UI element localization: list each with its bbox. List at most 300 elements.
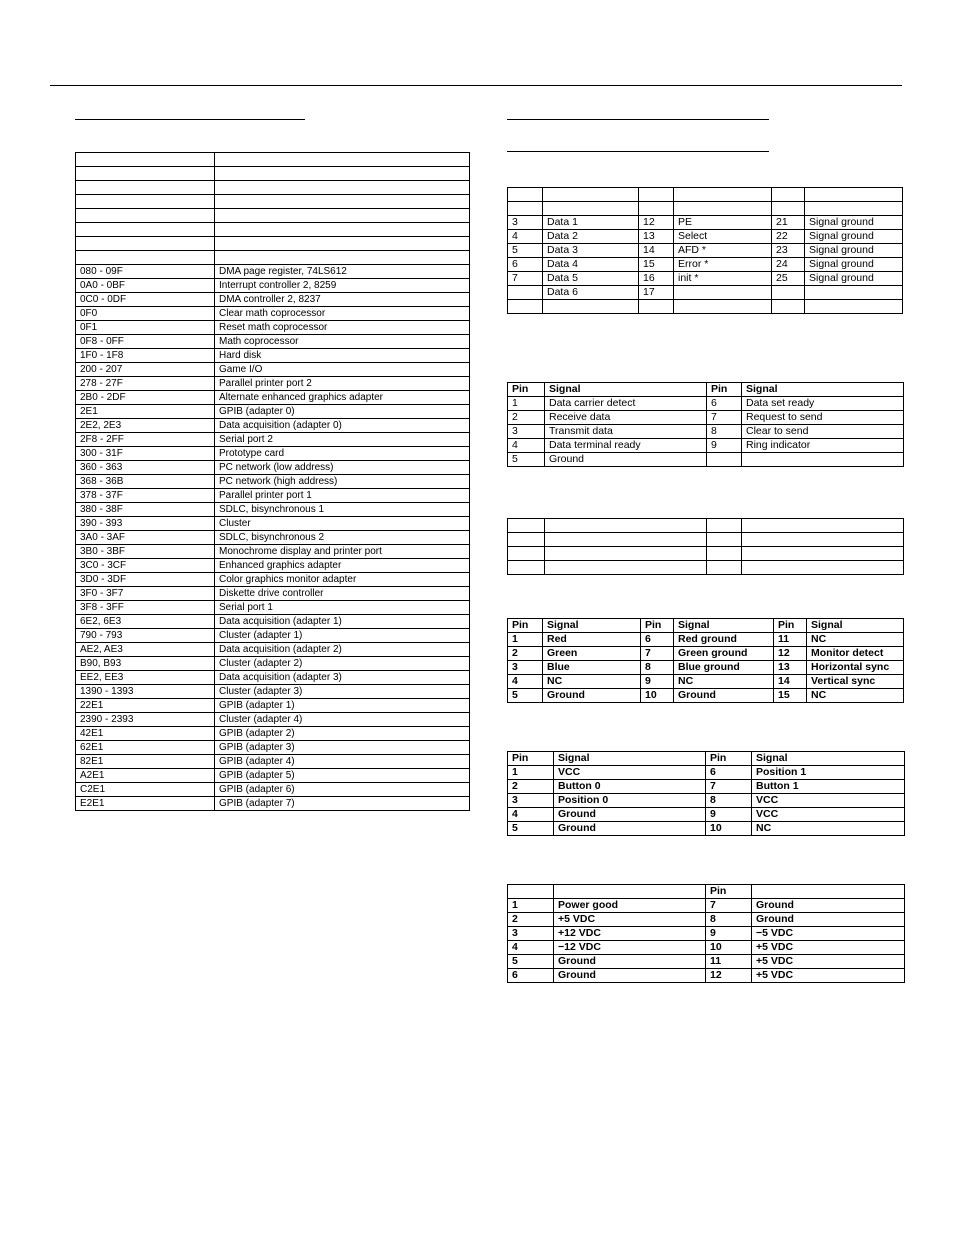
serial-cell: Data carrier detect: [545, 397, 707, 411]
power-connector-table: [507, 884, 905, 983]
game-cell: 8: [706, 794, 752, 808]
blank-cell: [508, 519, 545, 533]
vga-cell: 8: [641, 661, 674, 675]
io-address-cell: 390 - 393: [76, 517, 215, 531]
blank-cell: [76, 195, 215, 209]
vga-cell: 4: [508, 675, 543, 689]
header-cell: Signal: [807, 619, 904, 633]
vga-cell: NC: [807, 689, 904, 703]
table-row: [508, 286, 903, 300]
io-address-cell: 278 - 27F: [76, 377, 215, 391]
blank-cell: [76, 209, 215, 223]
parallel-cell: AFD *: [674, 244, 772, 258]
io-address-cell: 3C0 - 3CF: [76, 559, 215, 573]
table-row: [76, 615, 470, 629]
blank-cell: [742, 533, 904, 547]
table-row: [76, 503, 470, 517]
header-cell: Signal: [752, 752, 905, 766]
game-cell: 7: [706, 780, 752, 794]
blank-cell: [76, 251, 215, 265]
parallel-cell: [805, 286, 903, 300]
parallel-cell: 22: [772, 230, 805, 244]
table-row: [76, 517, 470, 531]
io-address-cell: 378 - 37F: [76, 489, 215, 503]
serial-cell: 1: [508, 397, 545, 411]
game-cell: Ground: [554, 822, 706, 836]
table-row: [76, 629, 470, 643]
header-cell: [508, 885, 554, 899]
header-cell: Pin: [706, 752, 752, 766]
power-cell: Ground: [554, 969, 706, 983]
io-address-cell: E2E1: [76, 797, 215, 811]
vga-cell: NC: [674, 675, 774, 689]
table-row-blank: [76, 195, 470, 209]
parallel-cell: Signal ground: [805, 230, 903, 244]
blank-pin-table: [507, 518, 904, 575]
table-row: [508, 272, 903, 286]
serial-cell: 7: [707, 411, 742, 425]
io-address-cell: 368 - 36B: [76, 475, 215, 489]
blank-cell: [742, 561, 904, 575]
vga-cell: 5: [508, 689, 543, 703]
io-address-cell: 6E2, 6E3: [76, 615, 215, 629]
io-address-cell: AE2, AE3: [76, 643, 215, 657]
vga-cell: 2: [508, 647, 543, 661]
table-row: [76, 587, 470, 601]
power-cell: +12 VDC: [554, 927, 706, 941]
parallel-cell: PE: [674, 216, 772, 230]
game-cell: 4: [508, 808, 554, 822]
header-cell: Pin: [774, 619, 807, 633]
table-row: [508, 675, 904, 689]
parallel-cell: 5: [508, 244, 543, 258]
io-address-cell: 0C0 - 0DF: [76, 293, 215, 307]
parallel-cell: [674, 286, 772, 300]
header-cell: Pin: [641, 619, 674, 633]
blank-cell: [76, 167, 215, 181]
table-row: [76, 643, 470, 657]
vga-cell: 13: [774, 661, 807, 675]
vga-cell: Blue ground: [674, 661, 774, 675]
io-device-cell: Enhanced graphics adapter: [215, 559, 470, 573]
game-cell: 5: [508, 822, 554, 836]
blank-cell: [215, 251, 470, 265]
power-cell: 1: [508, 899, 554, 913]
parallel-cell: 12: [639, 216, 674, 230]
table-row-blank: [76, 223, 470, 237]
table-row: [76, 559, 470, 573]
parallel-cell: Signal ground: [805, 216, 903, 230]
io-address-cell: 2390 - 2393: [76, 713, 215, 727]
table-row: [508, 439, 904, 453]
io-device-cell: SDLC, bisynchronous 2: [215, 531, 470, 545]
table-row: [508, 533, 904, 547]
vga-cell: 12: [774, 647, 807, 661]
io-device-cell: Reset math coprocessor: [215, 321, 470, 335]
io-address-cell: 380 - 38F: [76, 503, 215, 517]
table-row: [76, 279, 470, 293]
parallel-cell: 6: [508, 258, 543, 272]
io-device-cell: Diskette drive controller: [215, 587, 470, 601]
parallel-cell: 4: [508, 230, 543, 244]
vga-cell: NC: [543, 675, 641, 689]
blank-cell: [215, 181, 470, 195]
parallel-cell: 17: [639, 286, 674, 300]
header-cell: Signal: [545, 383, 707, 397]
table-row: [508, 808, 905, 822]
power-cell: 9: [706, 927, 752, 941]
io-device-cell: Cluster (adapter 2): [215, 657, 470, 671]
io-address-cell: 3F0 - 3F7: [76, 587, 215, 601]
io-device-cell: SDLC, bisynchronous 1: [215, 503, 470, 517]
io-address-cell: 790 - 793: [76, 629, 215, 643]
table-row: [76, 769, 470, 783]
power-cell: 12: [706, 969, 752, 983]
vga-cell: 3: [508, 661, 543, 675]
table-row: [508, 561, 904, 575]
power-cell: +5 VDC: [554, 913, 706, 927]
serial-cell: Clear to send: [742, 425, 904, 439]
io-device-cell: Parallel printer port 1: [215, 489, 470, 503]
io-device-cell: Serial port 2: [215, 433, 470, 447]
table-header-row: [508, 619, 904, 633]
io-device-cell: Cluster (adapter 4): [215, 713, 470, 727]
parallel-cell: [805, 202, 903, 216]
io-device-cell: GPIB (adapter 4): [215, 755, 470, 769]
serial-cell: 4: [508, 439, 545, 453]
table-row: [508, 519, 904, 533]
power-cell: 4: [508, 941, 554, 955]
parallel-cell: 13: [639, 230, 674, 244]
page-header-rule: [50, 85, 902, 86]
serial-cell: Data set ready: [742, 397, 904, 411]
game-cell: Position 1: [752, 766, 905, 780]
io-device-cell: Data acquisition (adapter 3): [215, 671, 470, 685]
io-device-cell: Monochrome display and printer port: [215, 545, 470, 559]
io-address-cell: 0A0 - 0BF: [76, 279, 215, 293]
vga-port-table: [507, 618, 904, 703]
header-cell: Signal: [554, 752, 706, 766]
game-cell: VCC: [752, 808, 905, 822]
power-cell: Ground: [554, 955, 706, 969]
game-cell: Ground: [554, 808, 706, 822]
power-cell: 2: [508, 913, 554, 927]
io-address-cell: 2E1: [76, 405, 215, 419]
parallel-cell: Data 5: [543, 272, 639, 286]
io-device-cell: Clear math coprocessor: [215, 307, 470, 321]
header-cell: Pin: [706, 885, 752, 899]
table-header-row: [508, 383, 904, 397]
parallel-cell: [543, 202, 639, 216]
parallel-cell: Data 1: [543, 216, 639, 230]
blank-cell: [707, 519, 742, 533]
parallel-cell: Data 3: [543, 244, 639, 258]
io-device-cell: Data acquisition (adapter 0): [215, 419, 470, 433]
table-row: [76, 755, 470, 769]
io-device-cell: Cluster: [215, 517, 470, 531]
game-port-table: [507, 751, 905, 836]
parallel-cell: [805, 300, 903, 314]
table-row: [508, 547, 904, 561]
parallel-cell: 7: [508, 272, 543, 286]
parallel-cell: [772, 300, 805, 314]
parallel-cell: [543, 188, 639, 202]
vga-cell: Green ground: [674, 647, 774, 661]
table-row: [508, 202, 903, 216]
vga-cell: Red ground: [674, 633, 774, 647]
table-row: [508, 425, 904, 439]
table-row: [76, 391, 470, 405]
io-device-cell: GPIB (adapter 6): [215, 783, 470, 797]
game-cell: Button 1: [752, 780, 905, 794]
power-cell: 5: [508, 955, 554, 969]
io-address-cell: 2E2, 2E3: [76, 419, 215, 433]
parallel-cell: [508, 188, 543, 202]
vga-cell: Blue: [543, 661, 641, 675]
parallel-cell: init *: [674, 272, 772, 286]
table-row: [508, 188, 903, 202]
header-cell: Pin: [508, 619, 543, 633]
game-cell: NC: [752, 822, 905, 836]
blank-cell: [215, 209, 470, 223]
io-address-cell: 300 - 31F: [76, 447, 215, 461]
serial-cell: 5: [508, 453, 545, 467]
table-row: [508, 661, 904, 675]
parallel-cell: [805, 188, 903, 202]
blank-cell: [508, 561, 545, 575]
io-device-cell: Serial port 1: [215, 601, 470, 615]
vga-cell: 15: [774, 689, 807, 703]
table-row: [76, 685, 470, 699]
io-address-cell: 1390 - 1393: [76, 685, 215, 699]
vga-cell: Ground: [543, 689, 641, 703]
table-row: [508, 780, 905, 794]
vga-cell: 10: [641, 689, 674, 703]
table-row: [508, 300, 903, 314]
table-row: [76, 797, 470, 811]
parallel-cell: Signal ground: [805, 258, 903, 272]
power-cell: +5 VDC: [752, 969, 905, 983]
io-address-cell: C2E1: [76, 783, 215, 797]
parallel-cell: [508, 286, 543, 300]
power-cell: Ground: [752, 899, 905, 913]
parallel-cell: 24: [772, 258, 805, 272]
table-row: [76, 335, 470, 349]
vga-cell: 11: [774, 633, 807, 647]
blank-cell: [215, 153, 470, 167]
io-device-cell: DMA page register, 74LS612: [215, 265, 470, 279]
parallel-cell: 25: [772, 272, 805, 286]
parallel-cell: [639, 202, 674, 216]
table-row: [508, 633, 904, 647]
blank-cell: [76, 237, 215, 251]
io-address-cell: B90, B93: [76, 657, 215, 671]
table-row: [76, 741, 470, 755]
header-cell: Pin: [707, 383, 742, 397]
parallel-cell: 15: [639, 258, 674, 272]
io-device-cell: Prototype card: [215, 447, 470, 461]
power-cell: Power good: [554, 899, 706, 913]
serial-cell: [742, 453, 904, 467]
io-address-cell: 82E1: [76, 755, 215, 769]
serial-cell: [707, 453, 742, 467]
parallel-cell: [674, 188, 772, 202]
game-cell: 3: [508, 794, 554, 808]
table-row: [76, 307, 470, 321]
game-cell: 9: [706, 808, 752, 822]
table-row: [76, 419, 470, 433]
vga-cell: 14: [774, 675, 807, 689]
table-row: [508, 927, 905, 941]
io-address-cell: 42E1: [76, 727, 215, 741]
power-cell: 11: [706, 955, 752, 969]
table-header-row: [508, 752, 905, 766]
blank-cell: [76, 181, 215, 195]
table-header-row: [508, 885, 905, 899]
serial-cell: Ground: [545, 453, 707, 467]
io-device-cell: GPIB (adapter 7): [215, 797, 470, 811]
serial-cell: Data terminal ready: [545, 439, 707, 453]
table-row: [508, 941, 905, 955]
table-row: [508, 647, 904, 661]
power-cell: −5 VDC: [752, 927, 905, 941]
table-row-blank: [76, 237, 470, 251]
power-cell: 7: [706, 899, 752, 913]
parallel-cell: [674, 202, 772, 216]
serial-cell: 9: [707, 439, 742, 453]
connectors-title-rule: [507, 119, 769, 120]
table-row: [508, 397, 904, 411]
io-device-cell: Parallel printer port 2: [215, 377, 470, 391]
table-row: [508, 899, 905, 913]
table-row: [76, 349, 470, 363]
table-row: [76, 405, 470, 419]
vga-cell: 1: [508, 633, 543, 647]
io-device-cell: Math coprocessor: [215, 335, 470, 349]
power-cell: 10: [706, 941, 752, 955]
game-cell: VCC: [554, 766, 706, 780]
vga-cell: Horizontal sync: [807, 661, 904, 675]
table-row: [76, 461, 470, 475]
io-device-cell: PC network (high address): [215, 475, 470, 489]
parallel-cell: Select: [674, 230, 772, 244]
parallel-cell: [674, 300, 772, 314]
blank-cell: [76, 223, 215, 237]
io-address-cell: 2B0 - 2DF: [76, 391, 215, 405]
io-address-cell: 22E1: [76, 699, 215, 713]
io-address-cell: 0F8 - 0FF: [76, 335, 215, 349]
parallel-cell: Signal ground: [805, 244, 903, 258]
table-row: [76, 265, 470, 279]
serial-cell: Request to send: [742, 411, 904, 425]
power-cell: 8: [706, 913, 752, 927]
io-address-cell: 1F0 - 1F8: [76, 349, 215, 363]
serial-cell: 3: [508, 425, 545, 439]
table-row: [76, 783, 470, 797]
io-address-map-table: [75, 152, 470, 811]
table-row: [508, 244, 903, 258]
io-device-cell: Color graphics monitor adapter: [215, 573, 470, 587]
table-row-blank: [76, 167, 470, 181]
parallel-title-rule: [507, 151, 769, 152]
vga-cell: 6: [641, 633, 674, 647]
vga-cell: NC: [807, 633, 904, 647]
vga-cell: Red: [543, 633, 641, 647]
blank-cell: [707, 547, 742, 561]
parallel-cell: 23: [772, 244, 805, 258]
parallel-cell: 3: [508, 216, 543, 230]
table-row: [76, 447, 470, 461]
table-row: [508, 230, 903, 244]
table-row: [76, 293, 470, 307]
header-cell: Signal: [674, 619, 774, 633]
io-address-cell: 62E1: [76, 741, 215, 755]
blank-cell: [545, 519, 707, 533]
io-device-cell: GPIB (adapter 2): [215, 727, 470, 741]
parallel-cell: Data 6: [543, 286, 639, 300]
serial-cell: 8: [707, 425, 742, 439]
blank-cell: [508, 547, 545, 561]
table-row: [76, 601, 470, 615]
vga-cell: 7: [641, 647, 674, 661]
io-address-cell: 0F1: [76, 321, 215, 335]
game-cell: VCC: [752, 794, 905, 808]
parallel-cell: Data 4: [543, 258, 639, 272]
io-map-title-rule: [75, 119, 305, 120]
header-cell: Signal: [543, 619, 641, 633]
table-row: [76, 545, 470, 559]
parallel-cell: [508, 202, 543, 216]
header-cell: Signal: [742, 383, 904, 397]
vga-cell: Vertical sync: [807, 675, 904, 689]
io-device-cell: GPIB (adapter 5): [215, 769, 470, 783]
blank-cell: [215, 237, 470, 251]
table-row: [76, 489, 470, 503]
header-cell: Pin: [508, 383, 545, 397]
io-address-cell: 080 - 09F: [76, 265, 215, 279]
power-cell: 6: [508, 969, 554, 983]
vga-cell: 9: [641, 675, 674, 689]
parallel-cell: [508, 300, 543, 314]
blank-cell: [742, 547, 904, 561]
parallel-cell: 21: [772, 216, 805, 230]
table-row: [76, 671, 470, 685]
header-cell: [752, 885, 905, 899]
table-row: [508, 689, 904, 703]
parallel-cell: [772, 202, 805, 216]
io-device-cell: GPIB (adapter 1): [215, 699, 470, 713]
io-address-cell: 3F8 - 3FF: [76, 601, 215, 615]
table-row: [76, 377, 470, 391]
table-row: [508, 258, 903, 272]
io-address-cell: 3D0 - 3DF: [76, 573, 215, 587]
io-device-cell: GPIB (adapter 3): [215, 741, 470, 755]
game-cell: 6: [706, 766, 752, 780]
blank-cell: [76, 153, 215, 167]
table-row: [508, 411, 904, 425]
table-row: [76, 699, 470, 713]
table-row-blank: [76, 251, 470, 265]
blank-cell: [215, 167, 470, 181]
io-address-cell: 2F8 - 2FF: [76, 433, 215, 447]
table-row: [76, 531, 470, 545]
game-cell: Button 0: [554, 780, 706, 794]
parallel-cell: [543, 300, 639, 314]
io-device-cell: Game I/O: [215, 363, 470, 377]
game-cell: 1: [508, 766, 554, 780]
table-row: [508, 955, 905, 969]
table-row: [508, 216, 903, 230]
